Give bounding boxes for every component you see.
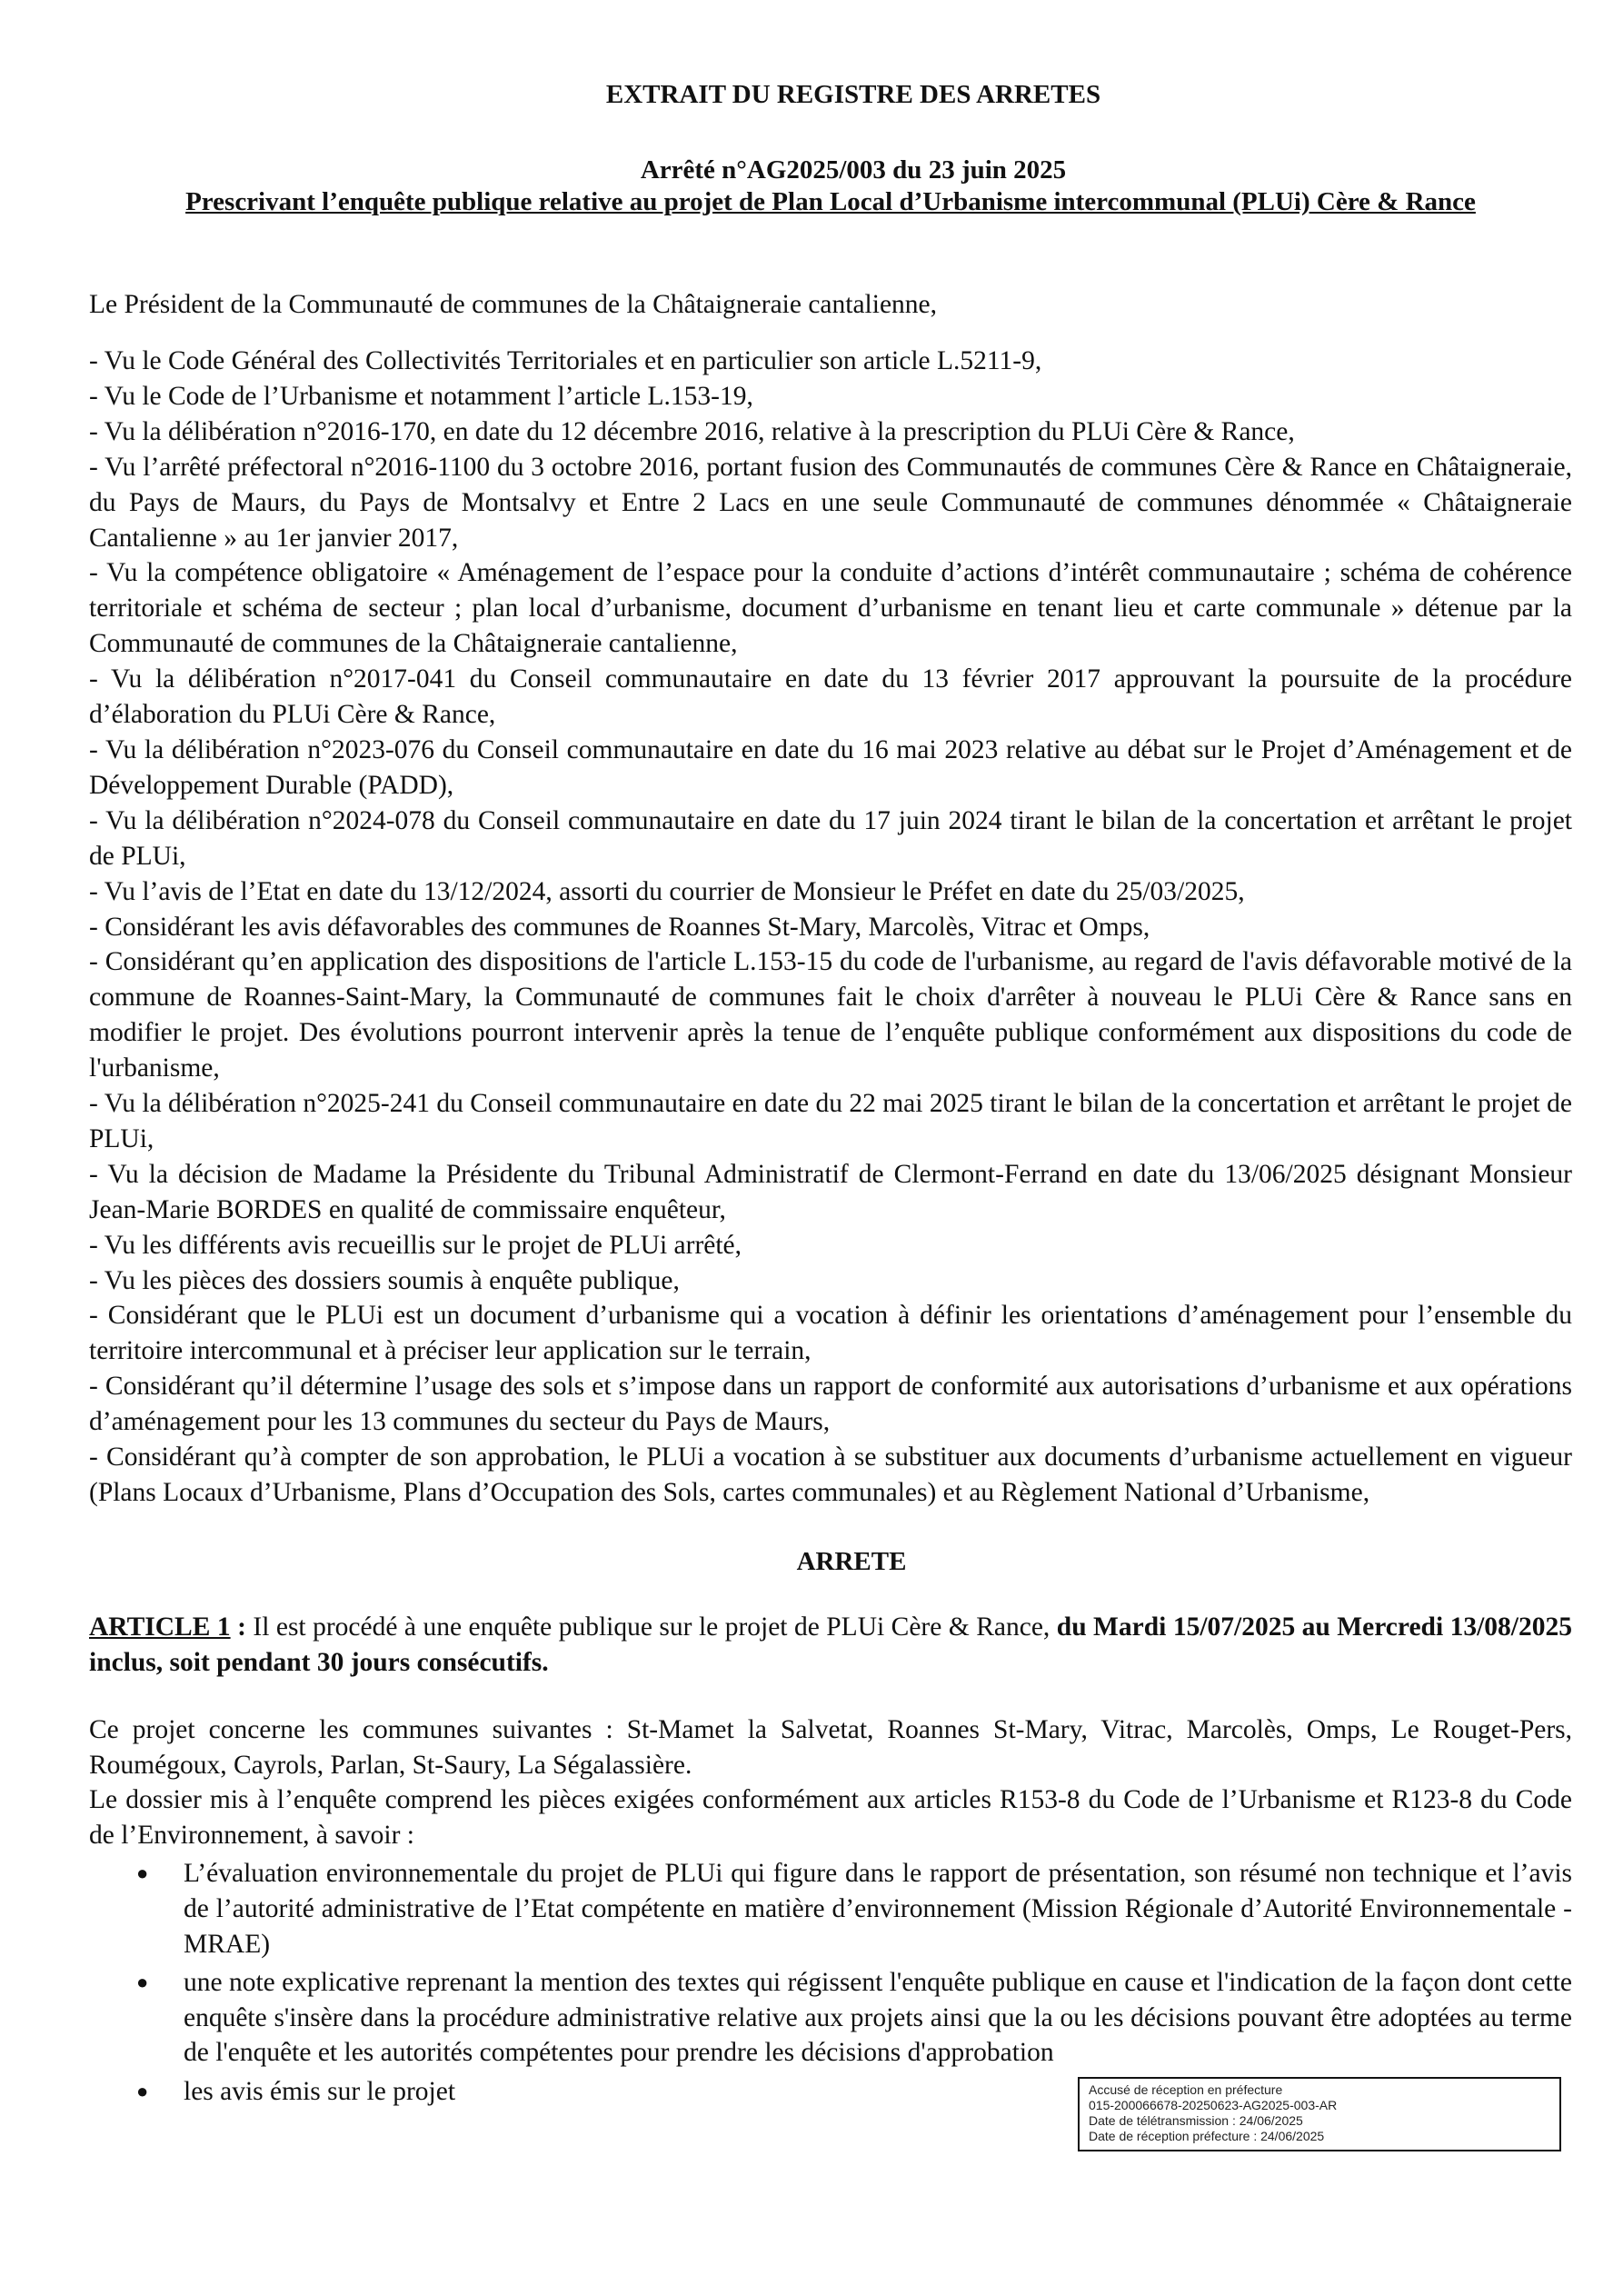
communes-paragraph: Ce projet concerne les communes suivantes : St-Mamet la Salvetat, Roannes St-Mary, Vitrac, Marcolès, Omps, Le Rouget-Pers, Roumégoux, Cayrols, Parlan, St-Saury, La Ségalassière. [89,1715,1572,1780]
list-item-text: les avis émis sur le projet [184,2077,456,2107]
intro-line: Le Président de la Communauté de communes de la Châtaigneraie cantalienne, [89,290,938,319]
consideration: - Vu la délibération n°2025-241 du Conseil communautaire en date du 22 mai 2025 tirant le bilan de la concertation et arrêtant le projet de PLUi, [89,1089,1572,1153]
bullet-icon: ● [136,2080,149,2103]
consideration: - Vu l’avis de l’Etat en date du 13/12/2024, assorti du courrier de Monsieur le Préfet en date du 25/03/2025, [89,876,1245,906]
article-1-text: Il est procédé à une enquête publique sur le projet de PLUi Cère & Rance, [253,1612,1057,1642]
consideration: - Vu la délibération n°2016-170, en date du 12 décembre 2016, relative à la prescription du PLUi Cère & Rance, [89,416,1295,446]
consideration: - Vu la délibération n°2017-041 du Conseil communautaire en date du 13 février 2017 approuvant la poursuite de la procédure d’élaboration du PLUi Cère & Rance, [89,664,1572,730]
consideration: - Vu la délibération n°2023-076 du Conseil communautaire en date du 16 mai 2023 relative au débat sur le Projet d’Aménagement et de Développement Durable (PADD), [89,734,1572,800]
article-1-dates: du Mardi 15/07/2025 au Mercredi 13/08/2025 inclus, soit pendant 30 jours consécutifs. [89,1612,1572,1677]
consideration: - Considérant qu’il détermine l’usage des sols et s’impose dans un rapport de conformité aux autorisations d’urbanisme et aux opérations d’aménagement pour les 13 communes du secteur du Pays de Maurs, [89,1372,1572,1437]
stamp-line: 015-200066678-20250623-AG2025-003-AR [1089,2098,1338,2112]
consideration: - Vu le Code Général des Collectivités Territoriales et en particulier son article L.5211-9, [89,346,1042,375]
list-item [136,1856,1572,1962]
consideration: - Vu la décision de Madame la Présidente du Tribunal Administratif de Clermont-Ferrand en date du 13/06/2025 désignant Monsieur Jean-Marie BORDES en qualité de commissaire enquêteur, [89,1159,1572,1224]
consideration: - Considérant que le PLUi est un document d’urbanisme qui a vocation à définir les orientations d’aménagement pour l’ensemble du territoire intercommunal et à préciser leur application sur le terrain, [89,1301,1572,1366]
stamp-line: Date de réception préfecture : 24/06/2025 [1089,2129,1325,2143]
consideration: - Vu la compétence obligatoire « Aménagement de l’espace pour la conduite d’actions d’intérêt communautaire ; schéma de cohérence territoriale et schéma de secteur ; plan local d’urbanisme, document d’urbanisme en tenant lieu et carte communale » détenue par la Communauté de communes de la Châtaigneraie cantalienne, [89,558,1572,659]
consideration: - Considérant les avis défavorables des communes de Roannes St-Mary, Marcolès, Vitrac et Omps, [89,912,1150,942]
consideration: - Vu la délibération n°2024-078 du Conseil communautaire en date du 17 juin 2024 tirant le bilan de la concertation et arrêtant le projet de PLUi, [89,805,1572,871]
consideration: - Considérant qu’en application des dispositions de l'article L.153-15 du code de l'urbanisme, au regard de l'avis défavorable motivé de la commune de Roannes-Saint-Mary, la Communauté de communes fait le choix d'arrêter à nouveau le PLUi Cère & Rance sans en modifier le projet. Des évolutions pourront intervenir après la tenue de l’enquête publique conformément aux dispositions du code de l'urbanisme, [89,947,1572,1083]
consideration: - Vu les pièces des dossiers soumis à enquête publique, [89,1265,680,1295]
consideration: - Considérant qu’à compter de son approbation, le PLUi a vocation à se substituer aux documents d’urbanisme actuellement en vigueur (Plans Locaux d’Urbanisme, Plans d’Occupation des Sols, cartes communales) et au Règlement National d’Urbanisme, [89,1442,1572,1507]
list-item [136,1965,1572,2071]
considerations-list [89,344,1572,1511]
ordinance-title: ARRETE [796,1546,907,1576]
dossier-paragraph: Le dossier mis à l’enquête comprend les pièces exigées conformément aux articles R153-8 du Code de l’Urbanisme et R123-8 du Code de l’Environnement, à savoir : [89,1785,1572,1850]
arrete-object: Prescrivant l’enquête publique relative au projet de Plan Local d’Urbanisme intercommunal (PLUi) Cère & Rance [185,187,1476,216]
bullet-icon: ● [136,1862,149,1885]
list-item-text: L’évaluation environnementale du projet de PLUi qui figure dans le rapport de présentation, son résumé non technique et l’avis de l’autorité administrative de l’Etat compétente en matière d’environnement (Mission Régionale d’Autorité Environnementale - MRAE) [184,1859,1572,1959]
consideration: - Vu le Code de l’Urbanisme et notamment l’article L.153-19, [89,381,753,411]
dossier-pieces-list [89,1856,1572,2109]
stamp-line: Accusé de réception en préfecture [1089,2082,1283,2097]
prefecture-receipt-stamp [1078,2077,1561,2151]
stamp-line: Date de télétransmission : 24/06/2025 [1089,2113,1303,2128]
arrete-number: Arrêté n°AG2025/003 du 23 juin 2025 [640,155,1067,185]
document-page [89,80,1572,2113]
register-title: EXTRAIT DU REGISTRE DES ARRETES [605,80,1101,109]
article-1 [89,1610,1572,1680]
article-1-label: ARTICLE 1 [89,1612,231,1642]
consideration: - Vu l’arrêté préfectoral n°2016-1100 du 3 octobre 2016, portant fusion des Communautés de communes Cère & Rance en Châtaigneraie, du Pays de Maurs, du Pays de Montsalvy et Entre 2 Lacs en une seule Communauté de communes dénommée « Châtaigneraie Cantalienne » au 1er janvier 2017, [89,452,1572,553]
bullet-icon: ● [136,1971,149,1994]
list-item-text: une note explicative reprenant la mention des textes qui régissent l'enquête publique en cause et l'indication de la façon dont cette enquête s'insère dans la procédure administrative relative aux projets ainsi que la ou les décisions pouvant être adoptées au terme de l'enquête et les autorités compétentes pour prendre les décisions d'approbation [184,1968,1572,2068]
consideration: - Vu les différents avis recueillis sur le projet de PLUi arrêté, [89,1230,742,1260]
article-1-colon: : [230,1612,254,1642]
